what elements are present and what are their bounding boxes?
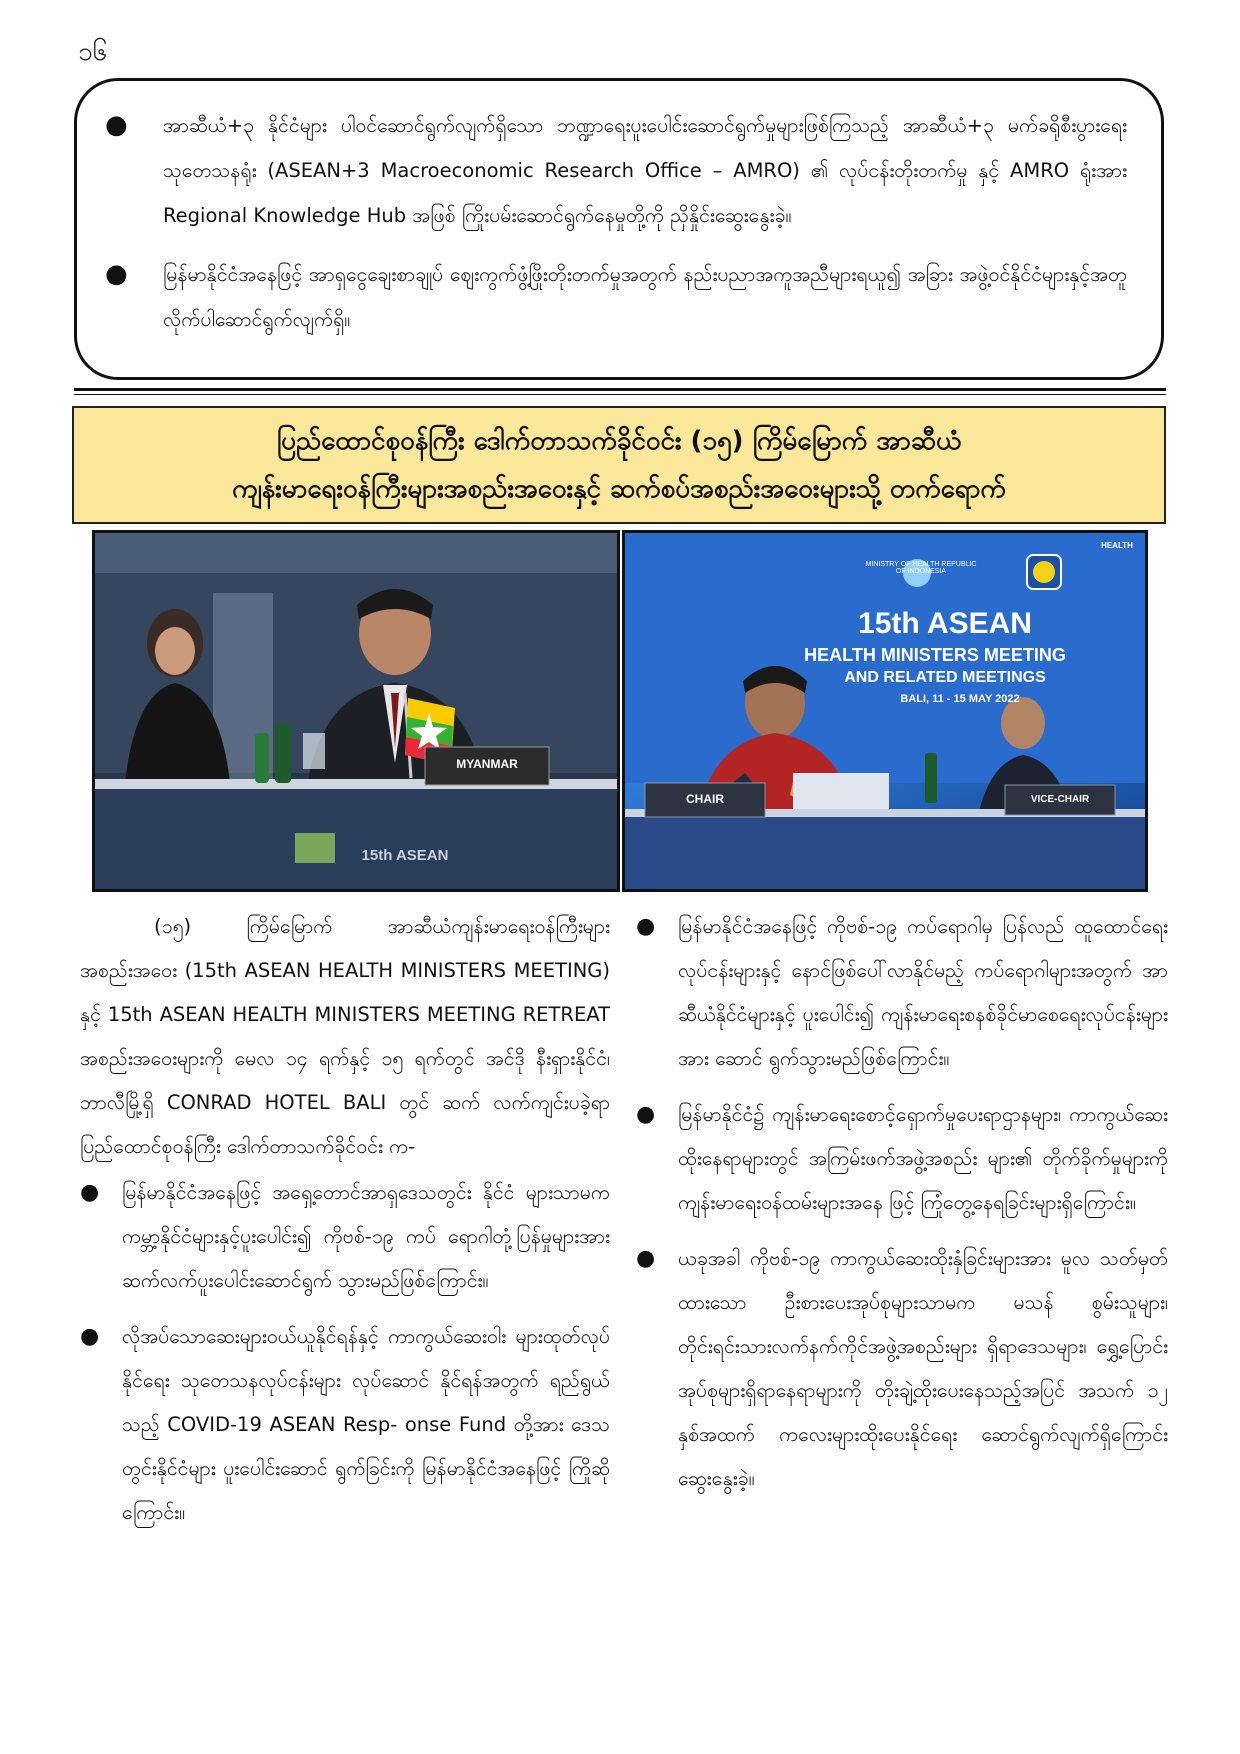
corner-text: HEALTH (1101, 541, 1133, 550)
headline-line-1: ပြည်ထောင်စုဝန်ကြီး ဒေါက်တာသက်ခိုင်ဝင်း (၁၅) ကြိမ်မြောက် အာဆီယံ (276, 426, 962, 456)
photo-right-scene (625, 533, 1145, 889)
summary-item (105, 252, 1127, 342)
right-column (636, 905, 1168, 1513)
podium-text: 15th ASEAN (361, 847, 449, 864)
headline-line-2: ကျန်းမာရေးဝန်ကြီးများအစည်းအဝေးနှင့် ဆက်စပ်အစည်းအဝေးများသို့ တက်ရောက် (232, 474, 1006, 504)
section-divider (74, 388, 1166, 391)
bullet-icon: ● (80, 1180, 100, 1205)
summary-text: အာဆီယံ+၃ နိုင်ငံများ ပါဝင်ဆောင်ရွက်လျက်ရှိသော ဘဏ္ဍာရေးပူးပေါင်းဆောင်ရွက်မှုများဖြစ်ကြသည့် အာဆီယံ+၃ မက်ခရိုစီးပွားရေးသုတေသနရုံး (ASEAN+3 Macroeconomic Research Office – AMRO) ၏ လုပ်ငန်းတိုးတက်မှု နှင့် AMRO ရုံးအား Regional Knowledge Hub အဖြစ် ကြိုးပမ်းဆောင်ရွက်နေမှုတို့ကို ညှိနှိုင်းဆွေးနွေးခဲ့။ (163, 114, 1127, 227)
section-divider-thin (74, 394, 1166, 395)
summary-item (105, 103, 1127, 238)
photo-meeting-chair (622, 530, 1148, 892)
photo-left-scene (95, 533, 617, 889)
intro-paragraph: (၁၅) ကြိမ်မြောက် အာဆီယံကျန်းမာရေးဝန်ကြီးများ အစည်းအဝေး (15th ASEAN HEALTH MINISTERS MEETING) နှင့် 15th ASEAN HEALTH MINISTERS MEETING RETREAT အစည်းအဝေးများကို မေလ ၁၄ ရက်နှင့် ၁၅ ရက်တွင် အင်ဒို နီးရှားနိုင်ငံ၊ ဘာလီမြို့ရှိ CONRAD HOTEL BALI တွင် ဆက် လက်ကျင်းပခဲ့ရာ ပြည်ထောင်စုဝန်ကြီး ဒေါက်တာသက်ခိုင်ဝင်း က- (80, 915, 610, 1158)
left-bullet-list (80, 1171, 610, 1535)
screen-line-2: HEALTH MINISTERS MEETING (804, 645, 1066, 665)
right-bullet-text: မြန်မာနိုင်ငံအနေဖြင့် ကိုဗစ်-၁၉ ကပ်ရောဂါမှ ပြန်လည် ထူထောင်ရေးလုပ်ငန်းများနှင့် နောင်ဖြစ်ပေါ်လာနိုင်မည့် ကပ်ရောဂါများအတွက် အာဆီယံနိုင်ငံများနှင့် ပူးပေါင်း၍ ကျန်းမာရေးစနစ်ခိုင်မာစေရေးလုပ်ငန်းများအား ဆောင် ရွက်သွားမည်ဖြစ်ကြောင်း။ (678, 915, 1168, 1070)
summary-box (74, 78, 1164, 380)
left-bullet-text: လိုအပ်သောဆေးများဝယ်ယူနိုင်ရန်နှင့် ကာကွယ်ဆေးဝါး များထုတ်လုပ်နိုင်ရေး သုတေသနလုပ်ငန်းများ လုပ်ဆောင် နိုင်ရန်အတွက် ရည်ရွယ်သည့် COVID-19 ASEAN Resp- onse Fund တို့အား ဒေသတွင်းနိုင်ငံများ ပူးပေါင်းဆောင် ရွက်ခြင်းကို မြန်မာနိုင်ငံအနေဖြင့် ကြိုဆိုကြောင်း။ (122, 1325, 610, 1524)
screen-line-1: 15th ASEAN (858, 607, 1032, 640)
right-bullet-item (636, 905, 1168, 1081)
left-bullet-item (80, 1315, 610, 1535)
bullet-icon: ● (105, 110, 128, 140)
right-bullet-text: ယခုအခါ ကိုဗစ်-၁၉ ကာကွယ်ဆေးထိုးနှံခြင်းများအား မူလ သတ်မှတ်ထားသော ဦးစားပေးအုပ်စုများသာမက မသန် စွမ်းသူများ၊ တိုင်းရင်းသားလက်နက်ကိုင်အဖွဲ့အစည်းများ ရှိရာဒေသများ၊ ရွှေ့ပြောင်းအုပ်စုများရှိရာနေရာများကို တိုးချဲ့ထိုးပေးနေသည့်အပြင် အသက် ၁၂ နှစ်အထက် ကလေးများထိုးပေးနိုင်ရေး ဆောင်ရွက်လျက်ရှိကြောင်း ဆွေးနွေးခဲ့။ (678, 1247, 1168, 1490)
nameplate-myanmar: MYANMAR (456, 757, 518, 771)
right-bullet-text: မြန်မာနိုင်ငံ၌ ကျန်းမာရေးစောင့်ရှောက်မှုပေးရာဌာနများ၊ ကာကွယ်ဆေးထိုးနေရာများတွင် အကြမ်းဖက်အဖွဲ့အစည်း များ၏ တိုက်ခိုက်မှုများကို ကျန်းမာရေးဝန်ထမ်းများအနေ ဖြင့် ကြုံတွေ့နေရခြင်းများရှိကြောင်း။ (678, 1103, 1168, 1214)
left-bullet-text: မြန်မာနိုင်ငံအနေဖြင့် အရှေ့တောင်အာရှဒေသတွင်း နိုင်ငံ များသာမက ကမ္ဘာ့နိုင်ငံများနှင့်ပူးပေါင်း၍ ကိုဗစ်-၁၉ ကပ် ရောဂါတုံ့ပြန်မှုများအား ဆက်လက်ပူးပေါင်းဆောင်ရွက် သွားမည်ဖြစ်ကြောင်း။ (122, 1181, 610, 1292)
summary-text: မြန်မာနိုင်ငံအနေဖြင့် အာရှငွေချေးစာချုပ် ဈေးကွက်ဖွံ့ဖြိုးတိုးတက်မှုအတွက် နည်းပညာအကူအညီများရယူ၍ အခြား အဖွဲ့ဝင်နိုင်ငံများနှင့်အတူ လိုက်ပါဆောင်ရွက်လျက်ရှိ။ (163, 263, 1127, 331)
photo-myanmar-delegation (92, 530, 620, 892)
headline-box (72, 406, 1166, 524)
screen-line-3: AND RELATED MEETINGS (844, 669, 1046, 686)
right-bullet-item (636, 1093, 1168, 1225)
bullet-icon: ● (636, 1246, 656, 1271)
bullet-icon: ● (636, 914, 656, 939)
right-bullet-item (636, 1237, 1168, 1501)
bullet-icon: ● (636, 1102, 656, 1127)
page-number: ၁၆ (78, 37, 108, 67)
left-column (80, 905, 610, 1547)
right-bullet-list (636, 905, 1168, 1501)
bullet-icon: ● (80, 1324, 100, 1349)
ministry-logo-text: MINISTRY OF HEALTH REPUBLIC OF INDONESIA (865, 561, 977, 575)
summary-list (105, 103, 1127, 342)
nameplate-chair: CHAIR (686, 792, 724, 806)
screen-line-4: BALI, 11 - 15 MAY 2022 (900, 693, 1020, 705)
nameplate-vice-chair: VICE-CHAIR (1030, 794, 1090, 805)
left-bullet-item (80, 1171, 610, 1303)
bullet-icon: ● (105, 259, 128, 289)
